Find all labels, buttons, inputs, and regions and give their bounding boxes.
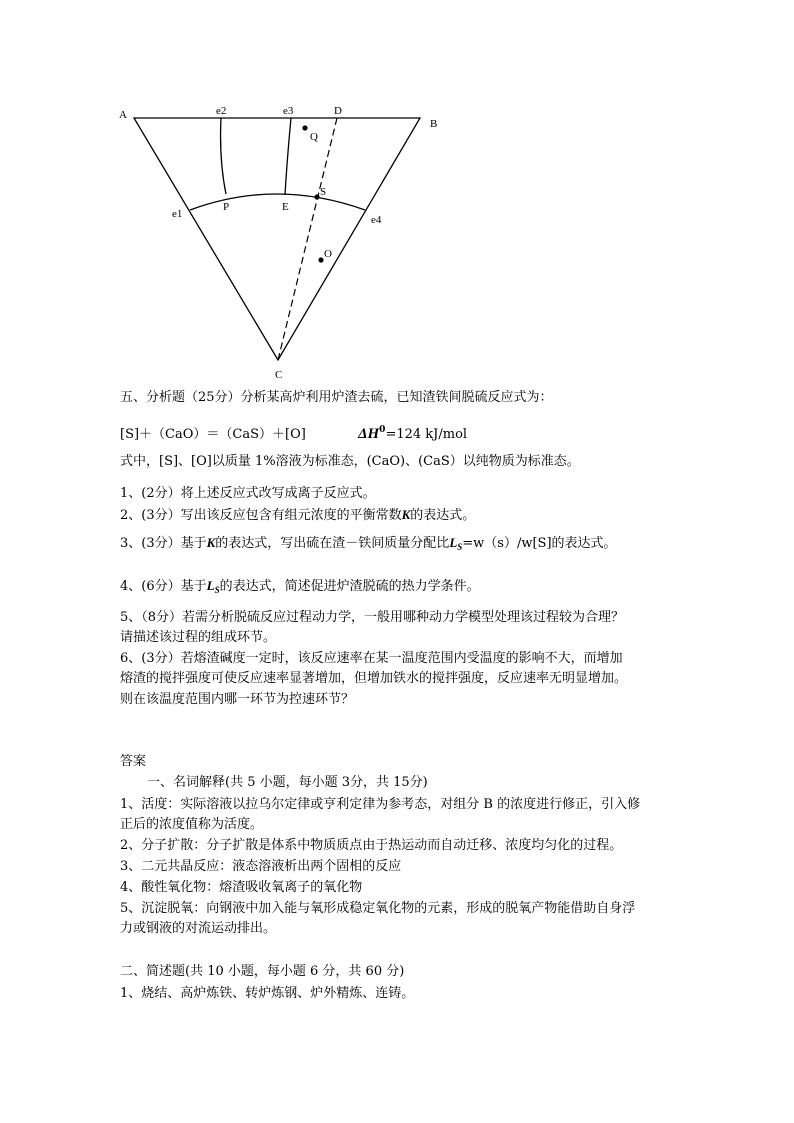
label-e3: e3 [283,105,294,117]
item2-text-b: 的表达式。 [410,508,476,523]
standard-state-note: 式中，[S]、[O]以质量 1%溶液为标准态，(CaO)、(CaS）以纯物质为标准态。 [120,454,580,469]
item4-text-a: 4、(6分）基于 [120,579,207,594]
answers-part2-title: 二、简述题(共 10 小题，每小题 6 分，共 60 分) [120,964,405,979]
q5-item-5-line2: 请描述该过程的组成环节。 [120,630,277,645]
triangle-outline [134,118,420,360]
label-d: D [334,105,342,117]
symbol-l: L [449,535,458,550]
answer-5-line2: 力或钢液的对流运动排出。 [120,921,277,936]
answer-1-line2: 正后的浓度值称为活度。 [120,817,264,832]
answer-b1: 1、烧结、高炉炼铁、转炉炼钢、炉外精炼、连铸。 [120,986,415,1001]
symbol-l-sub: S [457,542,463,552]
item2-text-a: 2、(3分）写出该反应包含有组元浓度的平衡常数 [120,508,402,523]
label-e: E [282,201,289,213]
curve-e3-E [285,118,291,195]
item4-text-b: 的表达式，简述促进炉渣脱硫的热力学条件。 [219,579,480,594]
answers-part1-title: 一、名词解释(共 5 小题，每小题 3分，共 15分) [147,775,428,790]
answers-heading: 答案 [120,754,147,769]
answer-3: 3、二元共晶反应：液态溶液析出两个固相的反应 [120,859,402,874]
delta-h-symbol: ΔH [358,426,380,442]
symbol-l: L [206,578,215,593]
reaction-line [120,420,467,445]
label-c: C [275,369,283,381]
answer-4: 4、酸性氧化物：熔渣吸收氧离子的氧化物 [120,880,363,895]
point-q [302,125,307,130]
q5-item-6-line3: 则在该温度范围内哪一环节为控速环节？ [120,692,355,707]
label-e2: e2 [216,105,227,117]
label-e1: e1 [172,208,183,220]
item3-text-b: 的表达式，写出硫在渣－铁间质量分配比 [215,536,450,551]
label-o: O [324,248,332,260]
label-q: Q [310,131,318,143]
symbol-k: K [206,535,216,550]
ternary-diagram [0,0,794,390]
answer-5-line1: 5、沉淀脱氧：向钢液中加入能与氧形成稳定氧化物的元素，形成的脱氧产物能借助自身浮 [120,901,636,916]
item3-text-c: =w（s）/w[S]的表达式。 [462,536,617,551]
label-s: S [320,186,327,198]
label-e4: e4 [371,214,382,226]
item3-text-a: 3、(3分）基于 [120,536,207,551]
symbol-l-sub: S [214,585,220,595]
q5-item-3 [120,533,617,557]
q5-item-6-line2: 熔渣的搅拌强度可使反应速率显著增加，但增加铁水的搅拌强度，反应速率无明显增加。 [120,671,628,686]
point-s [314,194,319,199]
label-b: B [430,118,438,130]
q5-title: 五、分析题（25分）分析某高炉利用炉渣去硫，已知渣铁间脱硫反应式为： [120,390,553,405]
q5-item-1: 1、(2分）将上述反应式改写成离子反应式。 [120,486,376,501]
q5-item-4 [120,576,480,600]
dashed-line-D-C [278,118,337,360]
answer-1-line1: 1、活度：实际溶液以拉乌尔定律或亨利定律为参考态，对组分 B 的浓度进行修正，引入修 [120,797,641,812]
label-p: P [223,201,230,213]
reaction-equation: [S]＋（CaO）＝（CaS）＋[O] [120,427,306,442]
delta-h-sup: 0 [379,425,386,435]
q5-item-5-line1: 5、（8分）若需分析脱硫反应过程动力学，一般用哪种动力学模型处理该过程较为合理？ [120,610,625,625]
delta-h-value: =124 kJ/mol [385,427,468,442]
point-o [318,257,323,262]
label-a: A [119,109,127,121]
answer-2: 2、分子扩散：分子扩散是体系中物质质点由于热运动而自动迁移、浓度均匀化的过程。 [120,838,623,853]
curve-e1-e4 [190,194,365,210]
curve-e2-P [221,118,226,194]
q5-item-2 [120,505,475,526]
symbol-k: K [401,507,411,522]
q5-item-6-line1: 6、(3分）若熔渣碱度一定时，该反应速率在某一温度范围内受温度的影响不大，而增加 [120,651,623,666]
